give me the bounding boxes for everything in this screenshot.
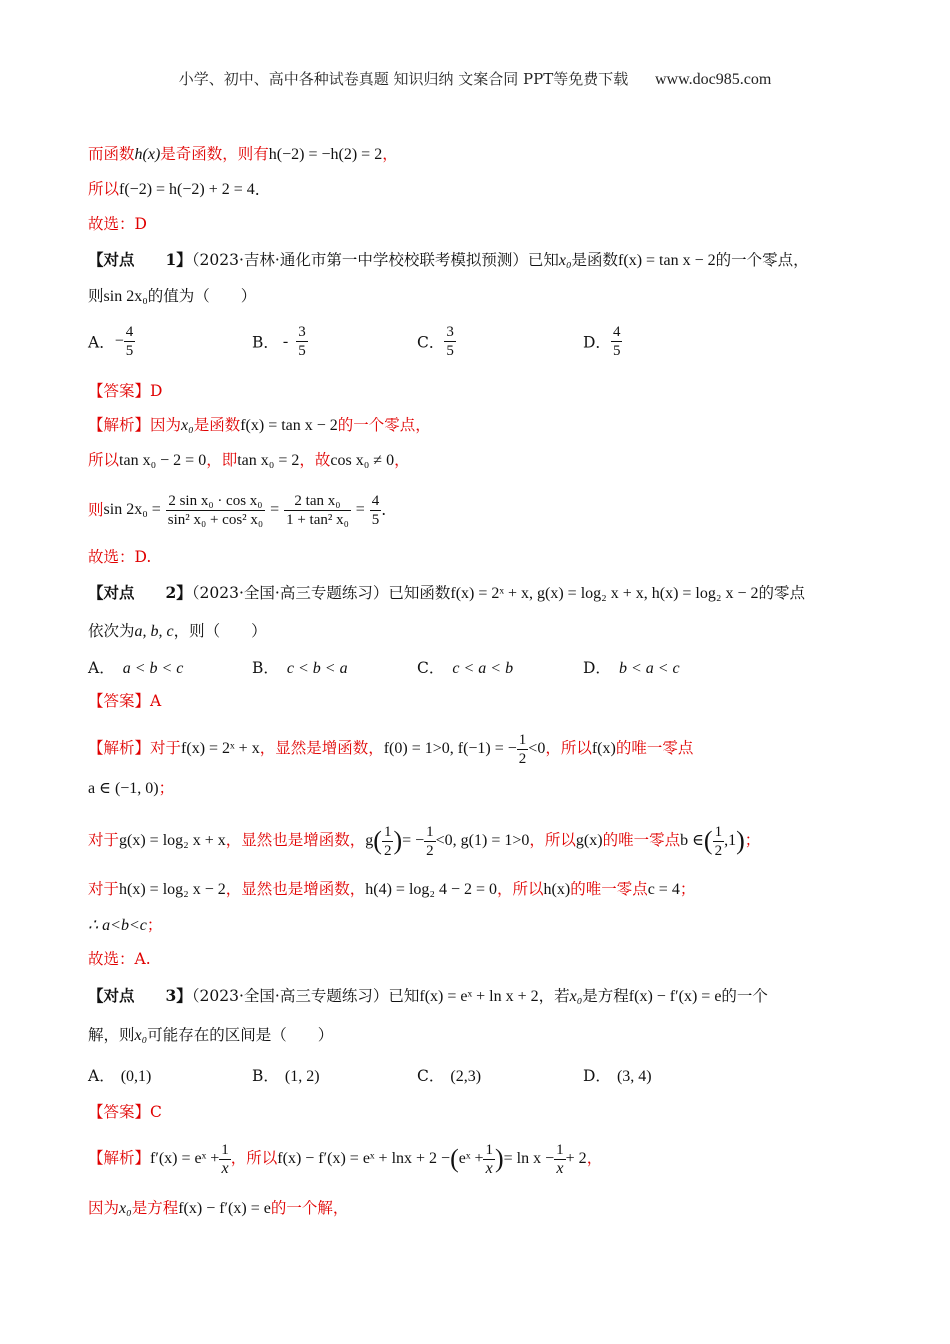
q2-solution-4: 对于h(x) = log₂ x − 2，显然也是增函数，h(4) = log₂ 4 − 2 = 0，所以h(x)的唯一零点c = 4； <box>88 880 696 898</box>
q3-solution-2: 因为x₀是方程f(x) − f′(x) = e的一个解， <box>88 1199 349 1217</box>
q1-stem: 【对点 1】（2023·吉林·通化市第一中学校校联考模拟预测）已知x₀是函数f(x) = tan x − 2的一个零点， <box>88 250 809 269</box>
q2-solution-1: 【解析】对于f(x) = 2ˣ + x，显然是增函数，f(0) = 1>0, f(−1) = − $\frac{1}{2}$ <0，所以f(x)的唯一零点 <box>88 731 694 767</box>
q2-solution-3: 对于g(x) = log₂ x + x，显然也是增函数，g( $\frac{1}{2}$ )= − $\frac{1}{2}$ <0, g(1) = 1>0，所以g(x)的唯一零点b ∈( $\frac{1}{2}$ ,1)； <box>88 823 761 859</box>
q2-stem-2: 依次为a, b, c，则（ ） <box>88 622 267 640</box>
q2-stem: 【对点 2】（2023·全国·高三专题练习）已知函数f(x) = 2ˣ + x, g(x) = log₂ x + x, h(x) = log₂ x − 2的零点 <box>88 583 805 602</box>
page-header <box>0 68 950 89</box>
q2-option-a[interactable]: A． a < b < c <box>88 659 184 677</box>
q2-option-b[interactable]: B． c < b < a <box>252 659 348 677</box>
q1-option-d[interactable]: D． $\frac{4}{5}$ <box>583 324 621 359</box>
q2-solution-5: ∴ a<b<c； <box>88 916 163 934</box>
q1-stem-2: 则sin 2x₀的值为（ ） <box>88 287 257 305</box>
q1-option-c[interactable]: C． $\frac{3}{5}$ <box>417 324 454 359</box>
intro-line-2: 所以f(−2) = h(−2) + 2 = 4. <box>88 180 260 199</box>
q3-stem-2: 解，则x₀可能存在的区间是（ ） <box>88 1026 334 1044</box>
q2-solution-2: a ∈ (−1, 0)； <box>88 779 175 797</box>
q2-option-d[interactable]: D． b < a < c <box>583 659 680 677</box>
q1-solution-1: 【解析】因为x₀是函数f(x) = tan x − 2的一个零点， <box>88 416 431 434</box>
q1-answer: 【答案】D <box>88 382 163 400</box>
q3-option-c[interactable]: C． (2,3) <box>417 1067 482 1085</box>
q1-solution-2: 所以tan x₀ − 2 = 0，即tan x₀ = 2，故cos x₀ ≠ 0， <box>88 451 410 469</box>
q1-option-a[interactable]: A．− $\frac{4}{5}$ <box>88 324 134 359</box>
intro-line-3: 故选：D <box>88 215 147 233</box>
q3-option-d[interactable]: D． (3, 4) <box>583 1067 652 1085</box>
header-url[interactable]: www.doc985.com <box>655 71 772 88</box>
q3-solution-1: 【解析】f′(x) = eˣ + $\frac{1}{x}$ ，所以f(x) − f′(x) = eˣ + lnx + 2 −(eˣ + $\frac{1}{x}$ )= ln x − $\frac{1}{x}$ + 2， <box>88 1141 603 1177</box>
q3-stem: 【对点 3】（2023·全国·高三专题练习）已知f(x) = eˣ + ln x + 2，若x₀是方程f(x) − f′(x) = e的一个 <box>88 986 768 1005</box>
header-text: 小学、初中、高中各种试卷真题 知识归纳 文案合同 PPT等免费下载 <box>178 70 629 88</box>
q1-solution-3: 则sin 2x₀ = $\frac{\text{2 sin x₀ · cos x₀}}{\text{sin² x₀ + cos² x₀}}$ = $\frac{\text{2 tan x₀}}{\text{1 + tan² x₀}}$ = $\frac{4}{5}$ . <box>88 492 387 528</box>
q2-final: 故选：A. <box>88 950 151 968</box>
q3-option-b[interactable]: B． (1, 2) <box>252 1067 320 1085</box>
q1-final: 故选：D. <box>88 548 152 566</box>
q1-option-b[interactable]: B． - $\frac{3}{5}$ <box>252 324 306 359</box>
intro-line-1: 而函数h(x)是奇函数，则有h(−2) = −h(2) = 2， <box>88 145 398 163</box>
q2-option-c[interactable]: C． c < a < b <box>417 659 514 677</box>
q3-option-a[interactable]: A． (0,1) <box>88 1067 152 1085</box>
q3-answer: 【答案】C <box>88 1103 162 1121</box>
q2-answer: 【答案】A <box>88 692 162 710</box>
